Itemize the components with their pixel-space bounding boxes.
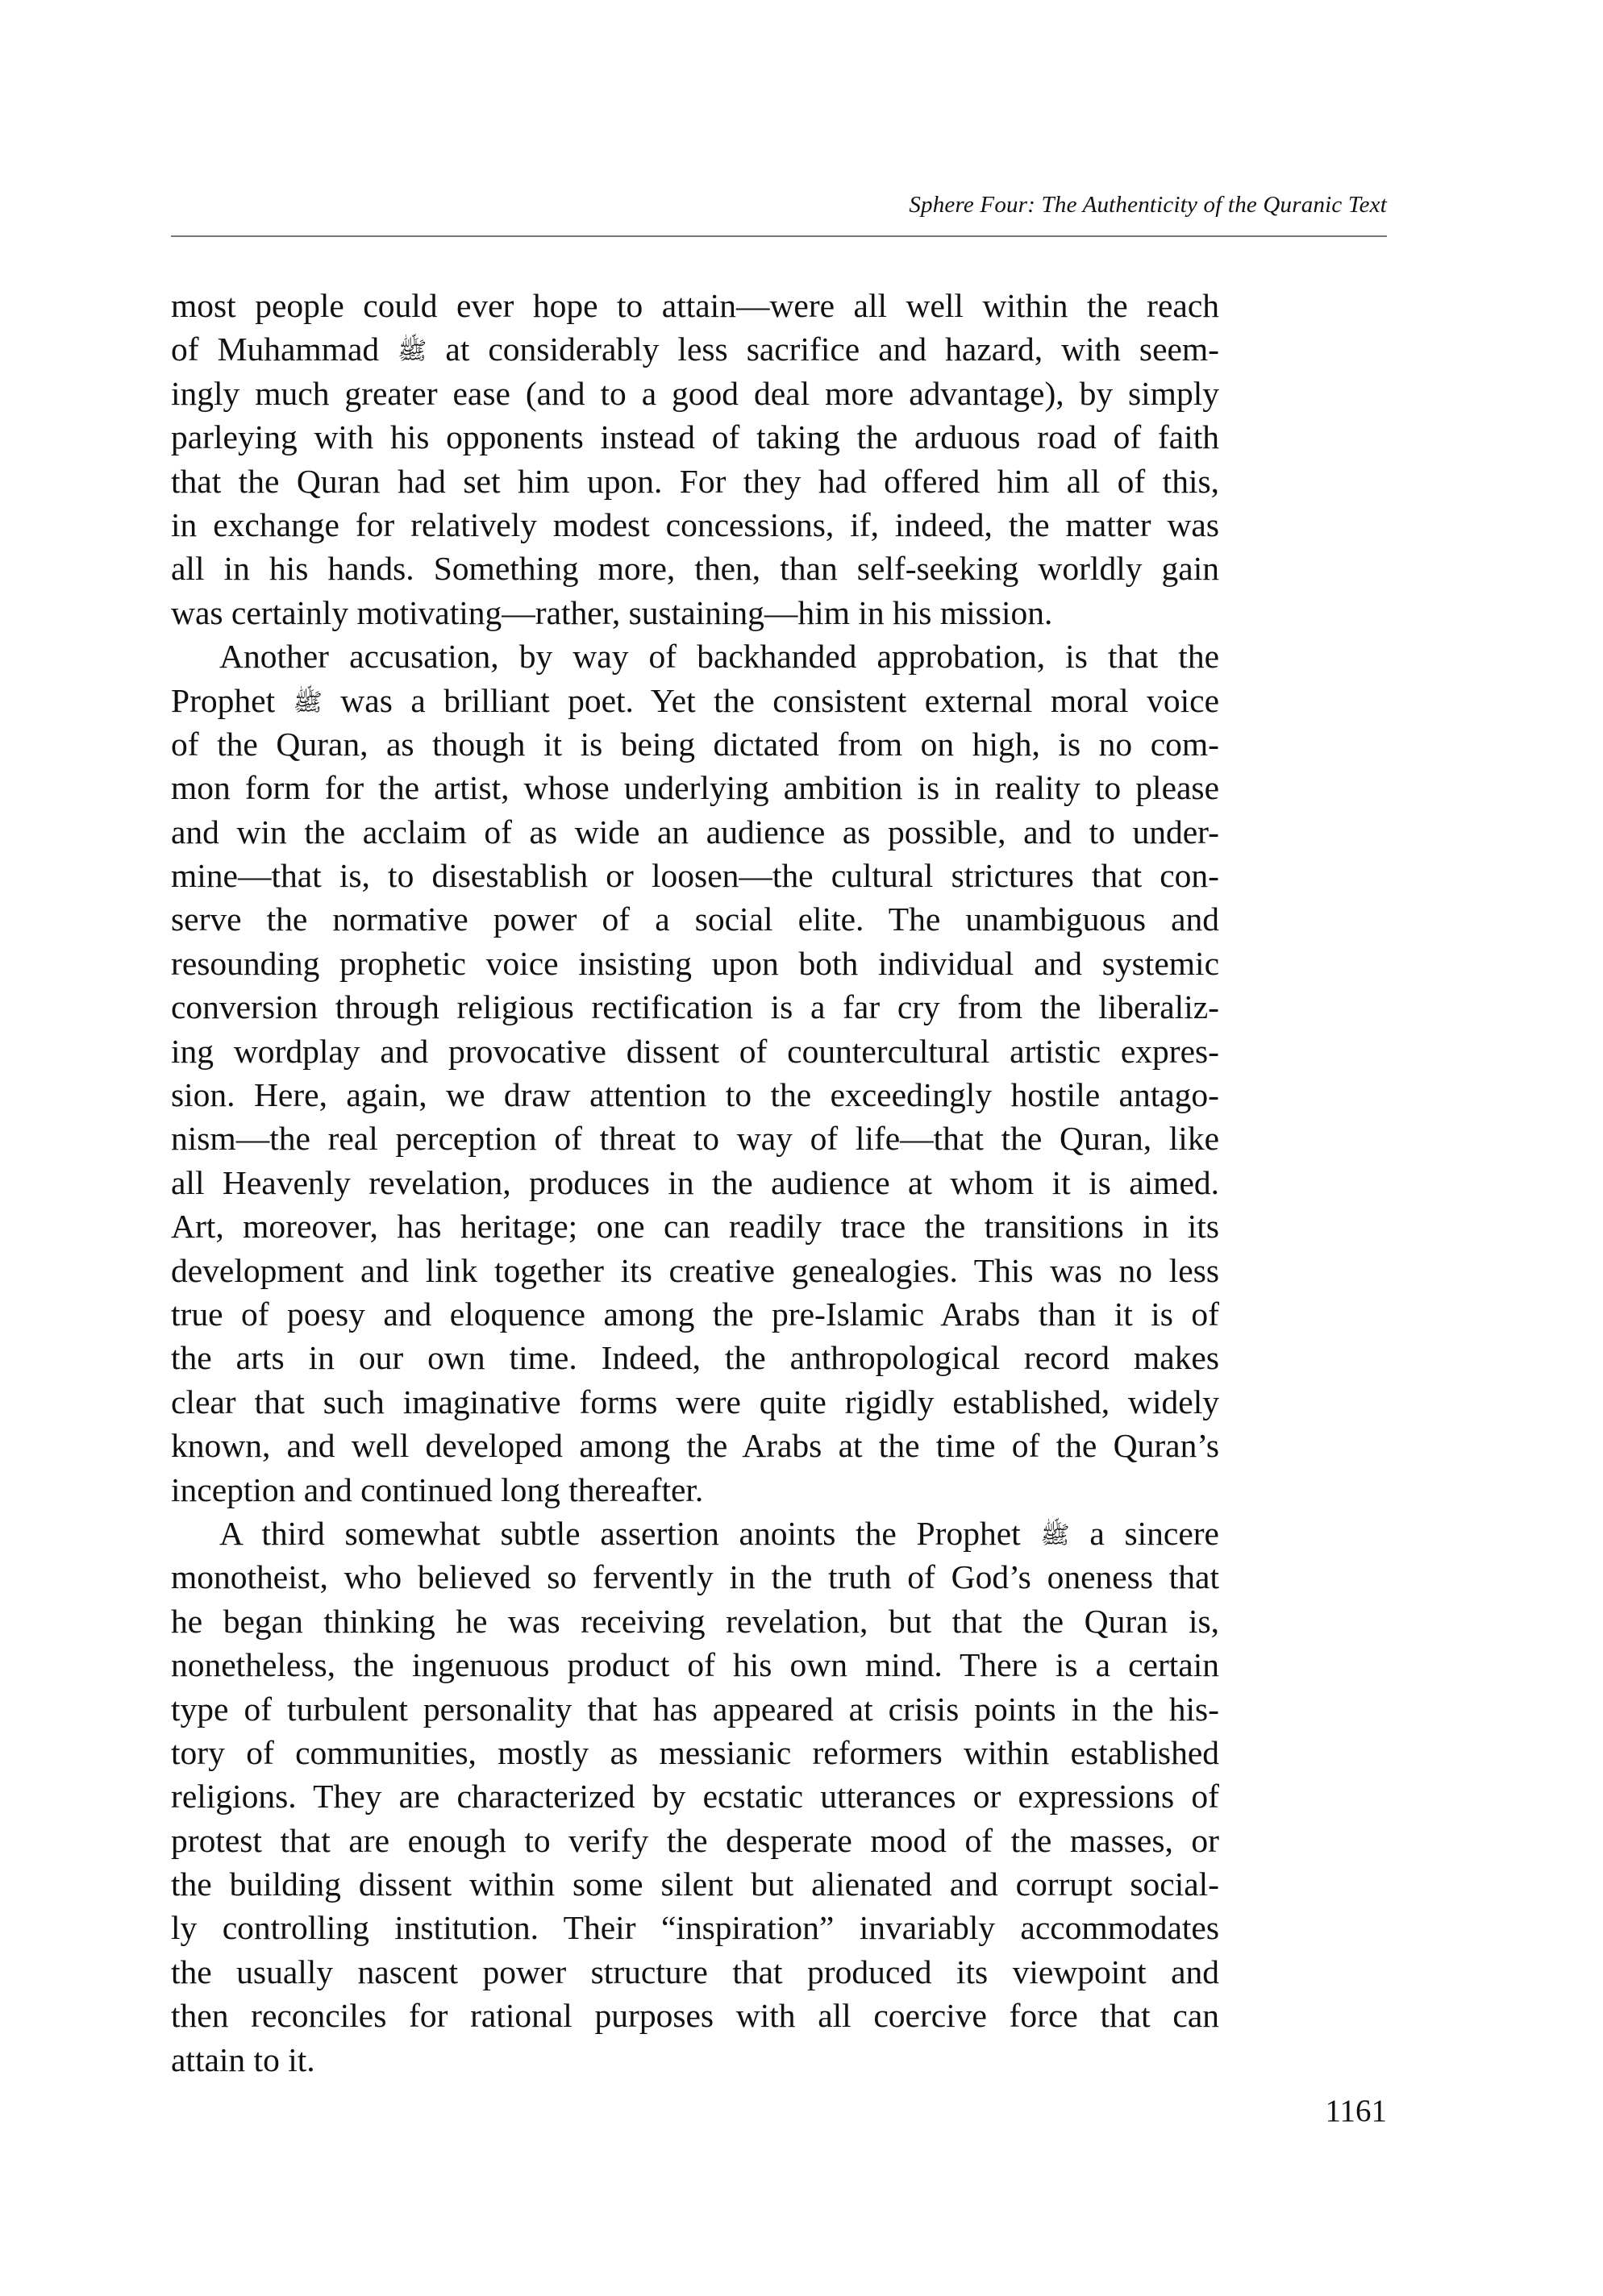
text-line: type of turbulent personality that has appeared at crisis points in the his- — [171, 1690, 1219, 1728]
text-line: the arts in our own time. Indeed, the anthropological record makes — [171, 1339, 1219, 1377]
text-line: tory of communities, mostly as messianic reformers within established — [171, 1733, 1219, 1771]
text-line: resounding prophetic voice insisting upon both individual and systemic — [171, 944, 1219, 982]
text-line: mine—that is, to disestablish or loosen—the cultural strictures that con- — [171, 857, 1219, 895]
text-line: all in his hands. Something more, then, than self-seeking worldly gain — [171, 550, 1219, 588]
text-line: A third somewhat subtle assertion anoints the Prophet ﷺ a sincere — [219, 1514, 1219, 1552]
text-line: of Muhammad ﷺ at considerably less sacrifice and hazard, with seem- — [171, 331, 1220, 368]
text-line: attain to it. — [171, 2040, 315, 2078]
text-line: inception and continued long thereafter. — [171, 1470, 704, 1508]
text-line: ing wordplay and provocative dissent of countercultural artistic expres- — [171, 1032, 1219, 1070]
text-line: sion. Here, again, we draw attention to the exceedingly hostile antago- — [171, 1076, 1219, 1114]
text-line: Art, moreover, has heritage; one can readily trace the transitions in its — [171, 1208, 1219, 1246]
text-line: true of poesy and eloquence among the pre-Islamic Arabs than it is of — [171, 1295, 1219, 1333]
body-text — [171, 284, 1219, 2082]
text-line: religions. They are characterized by ecstatic utterances or expressions of — [171, 1778, 1219, 1816]
text-line: nonetheless, the ingenuous product of his own mind. There is a certain — [171, 1646, 1219, 1684]
honorific-glyph: ﷺ — [398, 338, 427, 365]
text-line: the building dissent within some silent but alienated and corrupt social- — [171, 1866, 1219, 1903]
text-line: development and link together its creative genealogies. This was no less — [171, 1251, 1219, 1289]
honorific-glyph: ﷺ — [293, 688, 323, 716]
text-line: ingly much greater ease (and to a good deal more advantage), by simply — [171, 374, 1219, 412]
text-line: protest that are enough to verify the desperate mood of the masses, or — [171, 1821, 1219, 1859]
page-number: 1161 — [1325, 2094, 1387, 2128]
text-line: then reconciles for rational purposes with all coercive force that can — [171, 1997, 1219, 2035]
text-line: he began thinking he was receiving revelation, but that the Quran is, — [171, 1602, 1219, 1640]
text-line: monotheist, who believed so fervently in the truth of God’s oneness that — [171, 1558, 1219, 1596]
text-line: Another accusation, by way of backhanded approbation, is that the — [219, 638, 1219, 676]
text-line: parleying with his opponents instead of taking the arduous road of faith — [171, 418, 1219, 456]
running-head: Sphere Four: The Authenticity of the Quranic Text — [909, 192, 1387, 218]
text-line: and win the acclaim of as wide an audience as possible, and to under- — [171, 813, 1219, 851]
text-line: of the Quran, as though it is being dictated from on high, is no com- — [171, 725, 1219, 763]
text-line: clear that such imaginative forms were quite rigidly established, widely — [171, 1383, 1219, 1420]
header-rule — [171, 235, 1387, 237]
text-line: that the Quran had set him upon. For they had offered him all of this, — [171, 462, 1219, 500]
text-line: serve the normative power of a social elite. The unambiguous and — [171, 901, 1219, 938]
text-line: in exchange for relatively modest concessions, if, indeed, the matter was — [171, 505, 1219, 543]
text-line: mon form for the artist, whose underlying ambition is in reality to please — [171, 769, 1219, 807]
text-line: all Heavenly revelation, produces in the audience at whom it is aimed. — [171, 1163, 1219, 1201]
honorific-glyph: ﷺ — [1040, 1521, 1070, 1549]
text-line: nism—the real perception of threat to way of life—that the Quran, like — [171, 1120, 1219, 1158]
text-line: ly controlling institution. Their “inspiration” invariably accommodates — [171, 1909, 1219, 1947]
text-line: the usually nascent power structure that produced its viewpoint and — [171, 1953, 1219, 1990]
text-line: conversion through religious rectification is a far cry from the liberaliz- — [171, 988, 1219, 1026]
text-line: most people could ever hope to attain—were all well within the reach — [171, 287, 1219, 324]
text-line: Prophet ﷺ was a brilliant poet. Yet the consistent external moral voice — [171, 681, 1219, 719]
text-line: was certainly motivating—rather, sustaining—him in his mission. — [171, 593, 1053, 631]
text-line: known, and well developed among the Arabs at the time of the Quran’s — [171, 1427, 1219, 1465]
